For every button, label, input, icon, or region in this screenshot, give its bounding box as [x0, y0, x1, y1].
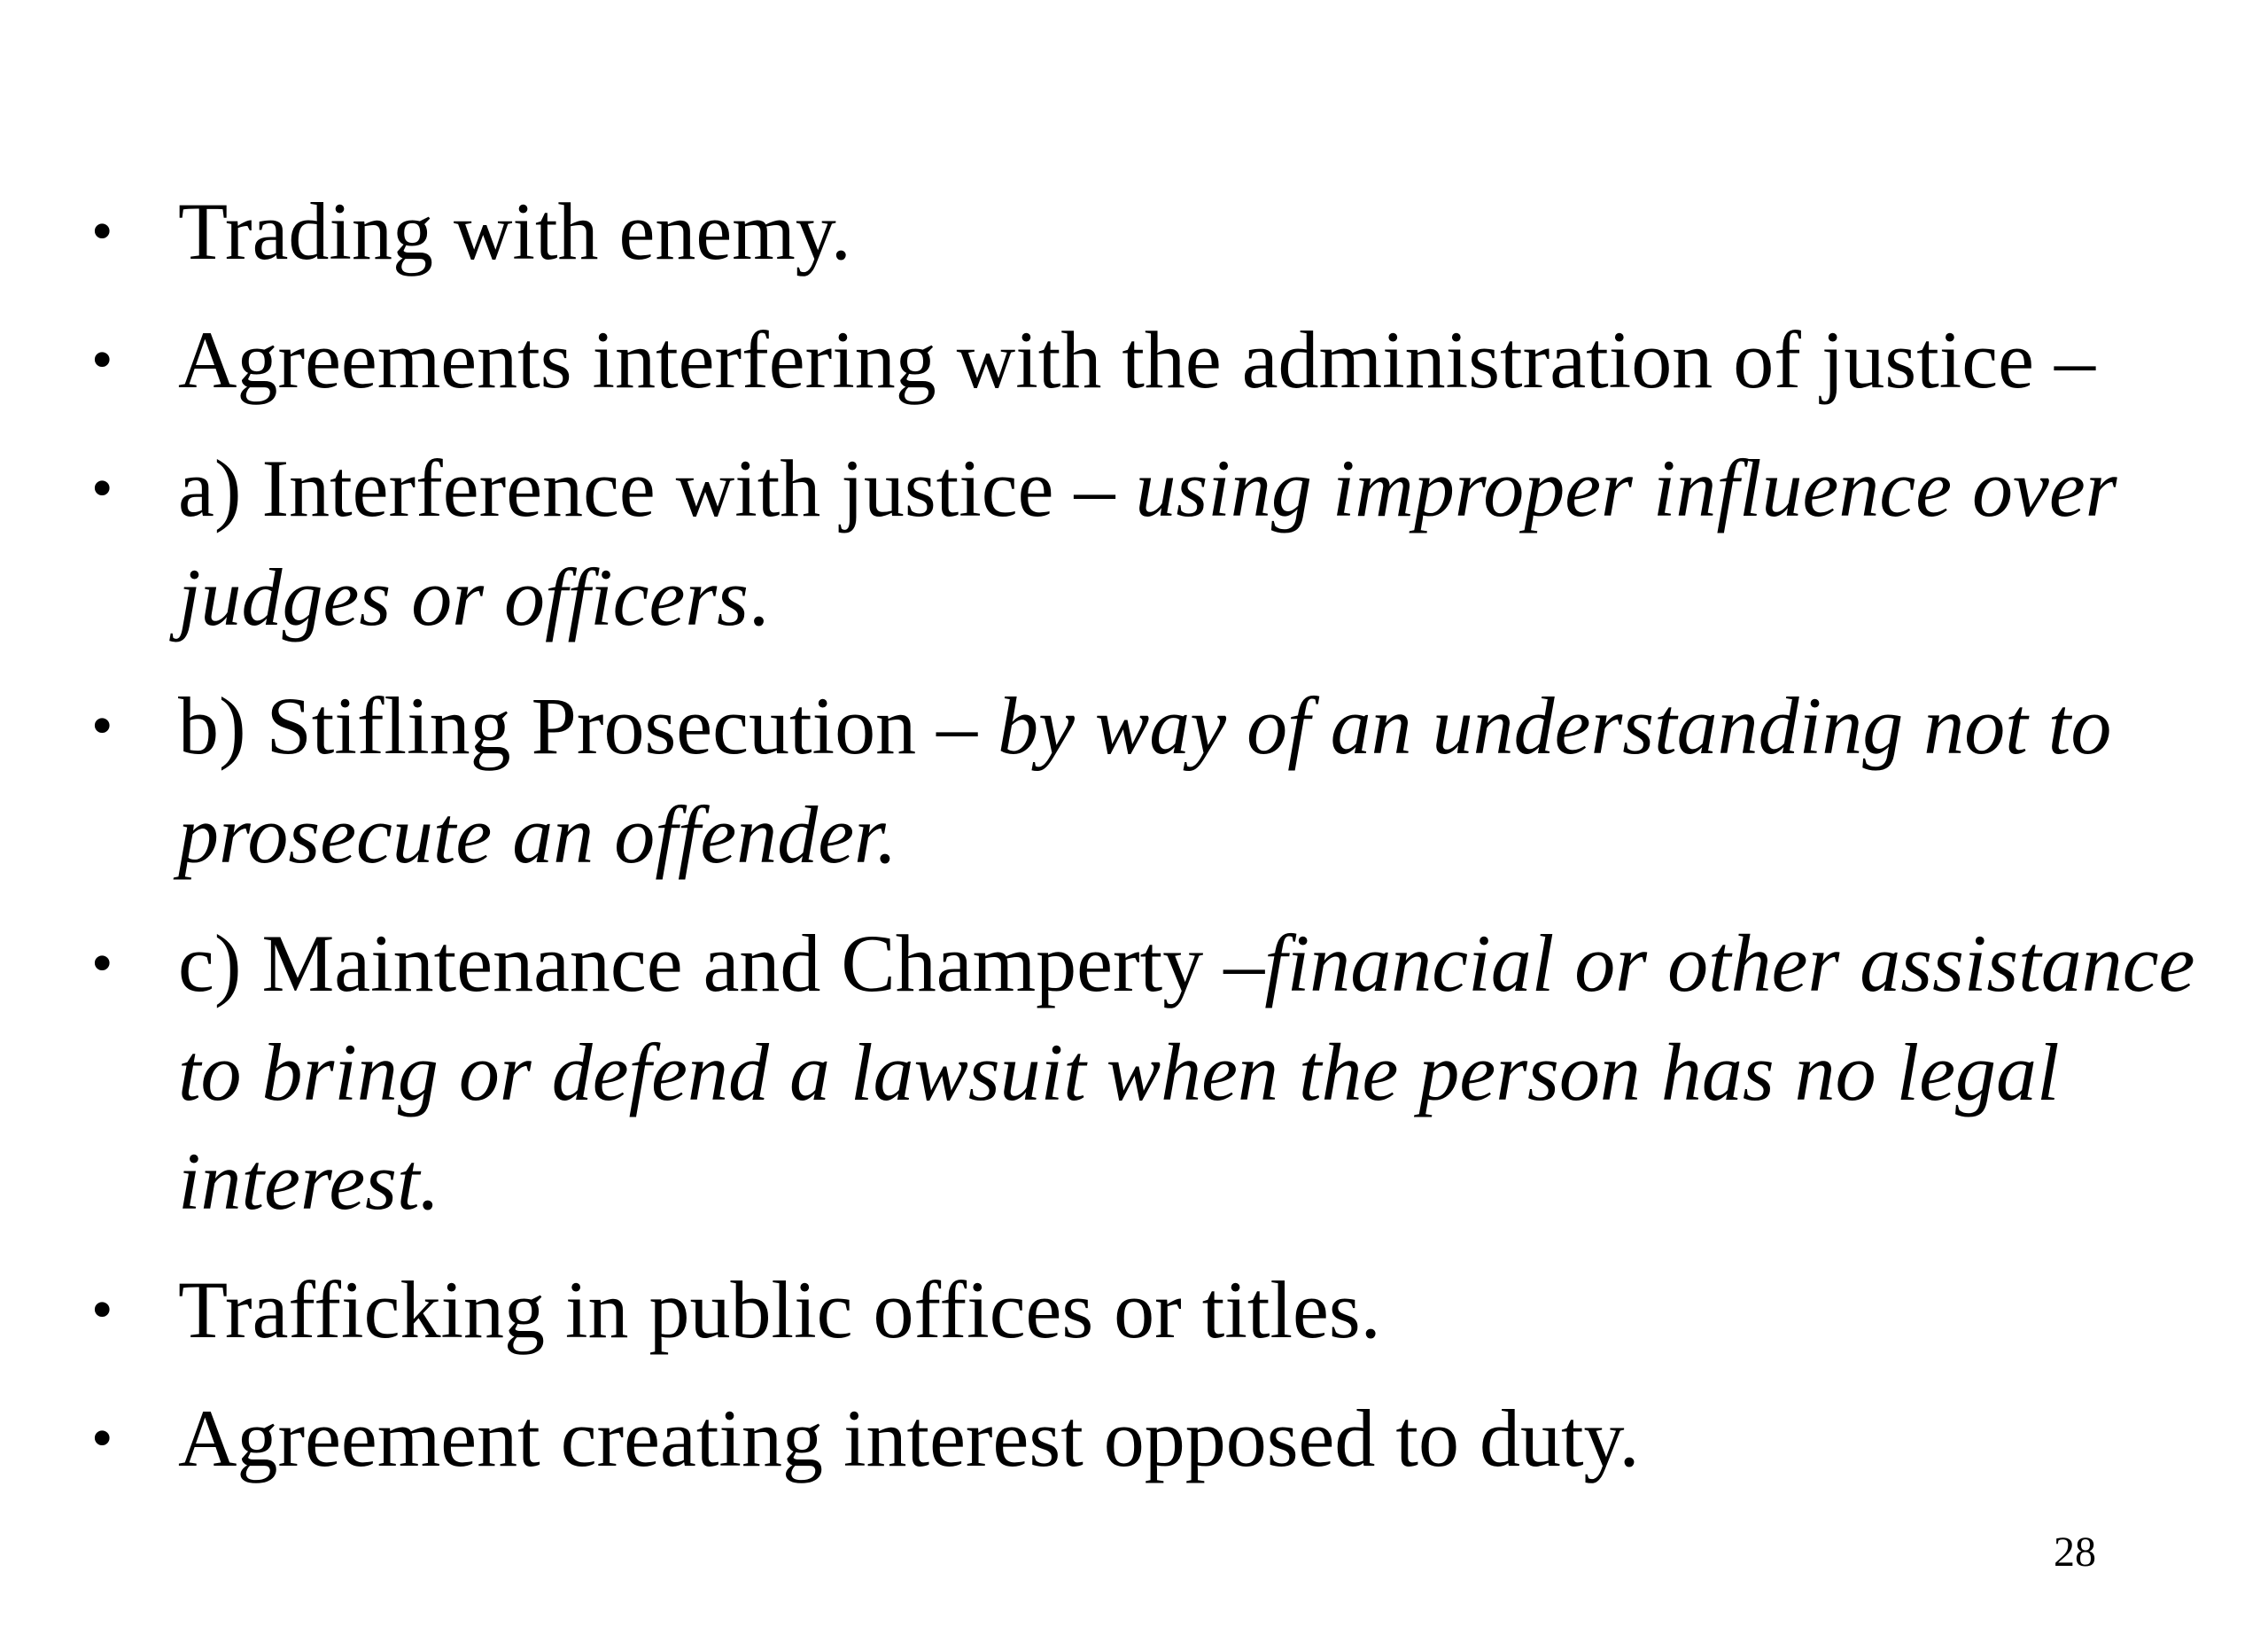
list-item [84, 909, 2210, 1236]
list-item [84, 1256, 2210, 1365]
item-text: a) Interference with justice – [178, 443, 1136, 533]
list-item [84, 177, 2210, 286]
item-description: by way of an understanding not to prosecute an offender. [178, 681, 2112, 880]
item-text: b) Stifling Prosecution – [178, 681, 998, 771]
bullet-marker: • [91, 326, 113, 394]
item-text: Agreements interfering with the administration of justice – [178, 315, 2095, 405]
bullet-marker: • [91, 692, 113, 760]
item-description: using improper influence over judges or officers [178, 443, 2117, 642]
bullet-list [84, 177, 2210, 1513]
item-tail: . [748, 552, 769, 642]
list-item [84, 434, 2210, 652]
bullet-marker: • [91, 930, 113, 998]
list-item [84, 672, 2210, 890]
item-text: Trafficking in public offices or titles. [178, 1265, 1381, 1355]
item-text: c) Maintenance and Champerty – [178, 918, 1265, 1008]
bullet-marker: • [91, 1276, 113, 1344]
bullet-marker: • [91, 455, 113, 523]
item-text: Trading with enemy. [178, 186, 851, 276]
item-text: Agreement creating interest opposed to duty. [178, 1393, 1640, 1483]
list-item [84, 306, 2210, 415]
list-item [84, 1384, 2210, 1493]
bullet-marker: • [91, 198, 113, 266]
item-description: financial or other assistance to bring or defend a lawsuit when the person has no legal interest. [178, 918, 2195, 1226]
bullet-marker: • [91, 1405, 113, 1473]
page-number: 28 [2054, 1529, 2096, 1576]
